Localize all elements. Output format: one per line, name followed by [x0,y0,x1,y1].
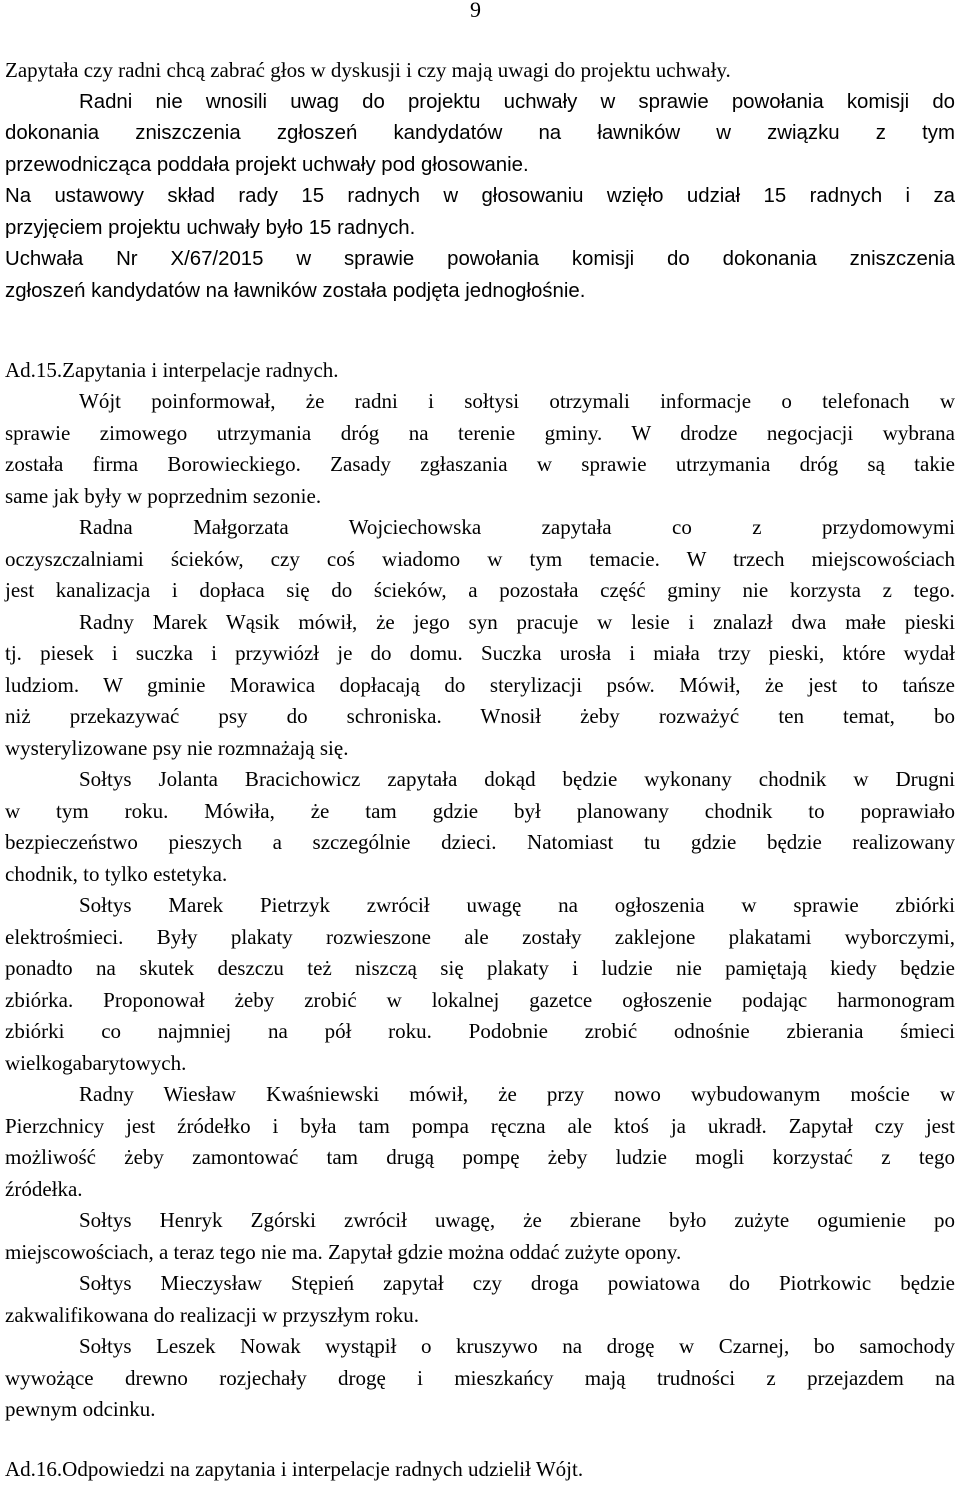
body-paragraph-line: Radny Wiesław Kwaśniewski mówił, że przy nowo wybudowanym moście w [79,1082,955,1106]
body-paragraph-line: ludziom. W gminie Morawica dopłacają do sterylizacji psów. Mówił, że jest to tańsze [5,672,955,697]
body-paragraph-line: pewnym odcinku. [5,1397,156,1421]
body-paragraph-line: miejscowościach, a teraz tego nie ma. Zapytał gdzie można oddać zużyte opony. [5,1239,682,1264]
body-paragraph-line: Sołtys Jolanta Bracichowicz zapytała dokąd będzie wykonany chodnik w Drugni [79,767,955,791]
heading-16-text: Ad.16.Odpowiedzi na zapytania i interpelacje radnych udzielił Wójt. [5,1457,584,1481]
body-block [5,386,955,1426]
body-paragraph-line: Sołtys Leszek Nowak wystąpił o kruszywo na drogę w Czarnej, bo samochody [79,1334,955,1358]
section-heading-16 [5,1454,955,1486]
section-heading-15 [5,355,955,387]
body-paragraph-line: Radna Małgorzata Wojciechowska zapytała co z przydomowymi [79,515,955,539]
top-block [5,55,955,307]
body-paragraph-line: Radny Marek Wąsik mówił, że jego syn pracuje w lesie i znalazł dwa małe pieski [79,609,955,634]
top-block-line: zgłoszeń kandydatów na ławników została podjęta jednogłośnie. [5,279,586,302]
body-paragraph-line: wielkogabarytowych. [5,1050,187,1075]
body-paragraph-line: wysterylizowane psy nie rozmnażają się. [5,735,349,760]
body-paragraph-line: ponadto na skutek deszczu też niszczą się plakaty i ludzie nie pamiętają kiedy będzie [5,956,955,980]
body-paragraph-line: zbiórka. Proponował żeby zrobić w lokalnej gazetce ogłoszenie podając harmonogram [5,987,955,1012]
body-paragraph-line: sprawie zimowego utrzymania dróg na terenie gminy. W drodze negocjacji wybrana [5,420,955,445]
top-block-line: przewodnicząca poddała projekt uchwały pod głosowanie. [5,153,529,176]
body-paragraph-line: źródełka. [5,1176,83,1201]
top-block-line: Radni nie wnosili uwag do projektu uchwały w sprawie powołania komisji do [79,90,955,113]
body-paragraph-line: elektrośmieci. Były plakaty rozwieszone ale zostały zaklejone plakatami wyborczymi, [5,924,955,949]
body-paragraph-line: została firma Borowieckiego. Zasady zgłaszania w sprawie utrzymania dróg są takie [5,452,955,476]
body-paragraph-line: zbiórki co najmniej na pół roku. Podobnie zrobić odnośnie zbierania śmieci [5,1019,955,1043]
body-paragraph-line: oczyszczalniami ścieków, czy coś wiadomo w tym temacie. W trzech miejscowościach [5,546,955,571]
body-paragraph-line: jest kanalizacja i dopłaca się do ścieków, a pozostała część gminy nie korzysta z tego. [5,578,955,602]
top-block-line: przyjęciem projektu uchwały było 15 radnych. [5,216,416,239]
body-paragraph-line: Pierzchnicy jest źródełko i była tam pompa ręczna ale ktoś ja ukradł. Zapytał czy jest [5,1113,955,1138]
body-paragraph-line: w tym roku. Mówiła, że tam gdzie był planowany chodnik to poprawiało [5,798,955,823]
body-paragraph-line: Sołtys Marek Pietrzyk zwrócił uwagę na ogłoszenia w sprawie zbiórki [79,893,955,917]
top-block-line: dokonania zniszczenia zgłoszeń kandydatów na ławników w związku z tym [5,122,955,144]
body-paragraph-line: zakwalifikowana do realizacji w przyszłym roku. [5,1302,420,1327]
body-paragraph-line: Sołtys Henryk Zgórski zwrócił uwagę, że zbierane było zużyte ogumienie po [79,1208,955,1232]
body-paragraph-line: tj. piesek i suczka i przywiózł je do domu. Suczka urosła i miała trzy pieski, które wydał [5,641,955,665]
top-block-line: Zapytała czy radni chcą zabrać głos w dyskusji i czy mają uwagi do projektu uchwały. [5,58,731,82]
body-paragraph-line: bezpieczeństwo pieszych a szczególnie dzieci. Natomiast tu gdzie będzie realizowany [5,830,955,854]
body-paragraph-line: Sołtys Mieczysław Stępień zapytał czy droga powiatowa do Piotrkowic będzie [79,1271,955,1295]
body-paragraph-line: Wójt poinformował, że radni i sołtysi otrzymali informacje o telefonach w [79,389,955,413]
body-paragraph-line: chodnik, to tylko estetyka. [5,861,228,886]
body-paragraph-line: niż przekazywać psy do schroniska. Wnosił żeby rozważyć ten temat, bo [5,704,955,728]
top-block-line: Uchwała Nr X/67/2015 w sprawie powołania komisji do dokonania zniszczenia [5,248,955,270]
heading-15-text: Ad.15.Zapytania i interpelacje radnych. [5,358,339,382]
top-block-line: Na ustawowy skład rady 15 radnych w głosowaniu wzięło udział 15 radnych i za [5,185,955,207]
body-paragraph-line: możliwość żeby zamontować tam drugą pompę żeby ludzie mogli korzystać z tego [5,1145,955,1169]
body-paragraph-line: wywożące drewno rozjechały drogę i mieszkańcy mają trudności z przejazdem na [5,1365,955,1390]
page-number: 9 [470,0,481,22]
body-paragraph-line: same jak były w poprzednim sezonie. [5,483,322,508]
